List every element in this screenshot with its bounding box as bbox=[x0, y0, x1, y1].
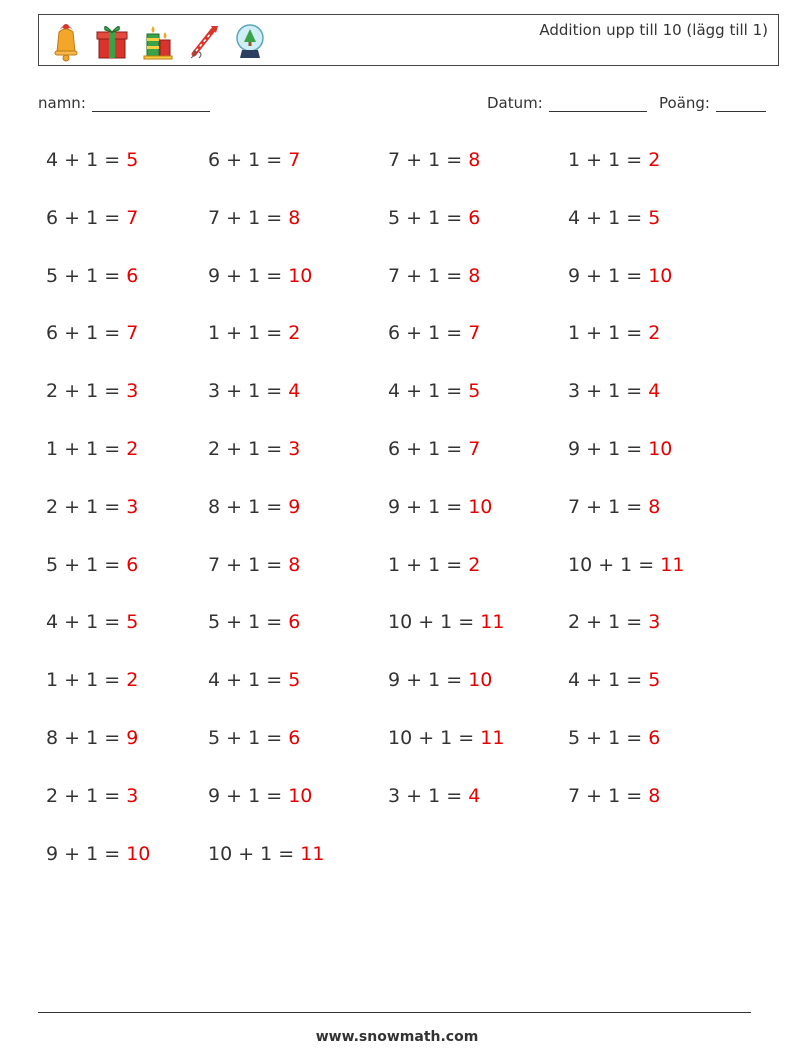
problem-item bbox=[568, 610, 660, 634]
problem-item bbox=[568, 784, 660, 808]
problem-answer: 3 bbox=[126, 495, 139, 518]
name-label: namn: bbox=[38, 94, 86, 112]
score-blank bbox=[716, 97, 766, 112]
problem-item bbox=[388, 784, 480, 808]
problem-answer: 4 bbox=[468, 784, 481, 807]
problem-question: 6 + 1 = bbox=[388, 322, 469, 345]
problem-item bbox=[568, 148, 660, 172]
problem-answer: 6 bbox=[126, 264, 139, 287]
problem-item bbox=[388, 668, 492, 692]
problem-answer: 2 bbox=[648, 149, 661, 171]
problem-item bbox=[568, 264, 672, 288]
problem-answer: 9 bbox=[126, 727, 139, 749]
problem-answer: 2 bbox=[648, 322, 661, 345]
problem-question: 7 + 1 = bbox=[568, 784, 649, 807]
problem-item bbox=[568, 379, 660, 403]
problem-answer: 3 bbox=[126, 784, 139, 807]
problem-answer: 10 bbox=[126, 842, 151, 865]
problem-item bbox=[46, 784, 138, 808]
problem-item bbox=[568, 206, 660, 230]
problem-answer: 8 bbox=[288, 206, 301, 229]
problem-question: 9 + 1 = bbox=[388, 669, 469, 692]
problem-answer: 2 bbox=[468, 553, 481, 576]
problem-answer: 10 bbox=[648, 438, 673, 460]
name-blank bbox=[92, 97, 210, 112]
problem-answer: 10 bbox=[468, 495, 493, 518]
problem-item bbox=[208, 437, 300, 461]
problem-item bbox=[388, 206, 480, 230]
problem-item bbox=[568, 726, 660, 750]
date-label: Datum: bbox=[487, 94, 543, 112]
footer-url: www.snowmath.com bbox=[315, 1029, 479, 1045]
problem-item bbox=[46, 264, 138, 288]
problem-answer: 10 bbox=[648, 264, 673, 287]
problem-answer: 8 bbox=[648, 784, 661, 807]
problem-question: 4 + 1 = bbox=[46, 149, 127, 171]
problem-question: 7 + 1 = bbox=[208, 553, 289, 576]
problem-question: 5 + 1 = bbox=[208, 611, 289, 634]
problem-question: 3 + 1 = bbox=[388, 784, 469, 807]
problem-item bbox=[388, 321, 480, 345]
firework-rocket-icon bbox=[185, 20, 223, 62]
problem-item bbox=[388, 553, 480, 577]
problem-question: 3 + 1 = bbox=[208, 380, 289, 403]
problem-answer: 11 bbox=[480, 727, 505, 749]
worksheet-title: Addition upp till 10 (lägg till 1) bbox=[539, 21, 768, 39]
problem-question: 1 + 1 = bbox=[568, 149, 649, 171]
problem-question: 7 + 1 = bbox=[388, 264, 469, 287]
problem-answer: 8 bbox=[288, 553, 301, 576]
score-field bbox=[659, 94, 766, 112]
problem-item bbox=[388, 610, 504, 634]
problem-item bbox=[568, 553, 684, 577]
date-blank bbox=[549, 97, 647, 112]
problem-item bbox=[46, 206, 138, 230]
problem-answer: 5 bbox=[648, 669, 661, 692]
problem-question: 9 + 1 = bbox=[208, 784, 289, 807]
problem-question: 4 + 1 = bbox=[568, 669, 649, 692]
problem-answer: 7 bbox=[468, 438, 481, 460]
problem-question: 4 + 1 = bbox=[388, 380, 469, 403]
problem-item bbox=[208, 784, 312, 808]
problem-item bbox=[208, 726, 300, 750]
problem-question: 1 + 1 = bbox=[568, 322, 649, 345]
problem-item bbox=[46, 148, 138, 172]
score-label: Poäng: bbox=[659, 94, 710, 112]
problem-item bbox=[208, 321, 300, 345]
problem-question: 6 + 1 = bbox=[208, 149, 289, 171]
problem-question: 8 + 1 = bbox=[46, 727, 127, 749]
problem-item bbox=[46, 321, 138, 345]
problem-item bbox=[568, 495, 660, 519]
problem-item bbox=[46, 610, 138, 634]
problem-item bbox=[388, 379, 480, 403]
problem-item bbox=[46, 726, 138, 750]
problem-item bbox=[208, 264, 312, 288]
problem-question: 6 + 1 = bbox=[46, 322, 127, 345]
problem-question: 4 + 1 = bbox=[208, 669, 289, 692]
bell-icon bbox=[47, 20, 85, 62]
problem-answer: 8 bbox=[648, 495, 661, 518]
problem-answer: 6 bbox=[288, 611, 301, 634]
snow-globe-icon bbox=[231, 20, 269, 62]
problem-answer: 5 bbox=[126, 149, 139, 171]
problem-question: 5 + 1 = bbox=[46, 553, 127, 576]
problem-answer: 6 bbox=[288, 727, 301, 749]
problem-question: 8 + 1 = bbox=[208, 495, 289, 518]
problem-question: 5 + 1 = bbox=[46, 264, 127, 287]
problem-item bbox=[208, 842, 324, 866]
name-field bbox=[38, 94, 210, 112]
problem-item bbox=[46, 437, 138, 461]
problem-answer: 5 bbox=[648, 206, 661, 229]
problem-answer: 2 bbox=[126, 669, 139, 692]
icon-row bbox=[47, 20, 269, 62]
problem-answer: 6 bbox=[648, 727, 661, 749]
problem-answer: 3 bbox=[288, 438, 301, 460]
footer-divider bbox=[38, 1012, 751, 1013]
problem-question: 2 + 1 = bbox=[46, 784, 127, 807]
problem-question: 2 + 1 = bbox=[568, 611, 649, 634]
problem-answer: 5 bbox=[126, 611, 139, 634]
problem-item bbox=[46, 668, 138, 692]
problem-answer: 7 bbox=[126, 322, 139, 345]
problem-answer: 8 bbox=[468, 149, 481, 171]
problem-item bbox=[388, 495, 492, 519]
problem-answer: 7 bbox=[468, 322, 481, 345]
problem-question: 5 + 1 = bbox=[568, 727, 649, 749]
problem-question: 9 + 1 = bbox=[46, 842, 127, 865]
problem-answer: 4 bbox=[288, 380, 301, 403]
problem-question: 9 + 1 = bbox=[568, 264, 649, 287]
problem-question: 9 + 1 = bbox=[388, 495, 469, 518]
problem-answer: 7 bbox=[288, 149, 301, 171]
problem-answer: 10 bbox=[468, 669, 493, 692]
problem-answer: 5 bbox=[468, 380, 481, 403]
problem-question: 1 + 1 = bbox=[46, 669, 127, 692]
problem-answer: 6 bbox=[126, 553, 139, 576]
problem-question: 10 + 1 = bbox=[208, 842, 301, 865]
problem-question: 2 + 1 = bbox=[46, 380, 127, 403]
problem-answer: 3 bbox=[648, 611, 661, 634]
gift-icon bbox=[93, 20, 131, 62]
problem-answer: 7 bbox=[126, 206, 139, 229]
problem-answer: 10 bbox=[288, 264, 313, 287]
problem-question: 1 + 1 = bbox=[388, 553, 469, 576]
date-field bbox=[487, 94, 647, 112]
problem-answer: 4 bbox=[648, 380, 661, 403]
problem-answer: 5 bbox=[288, 669, 301, 692]
problem-question: 9 + 1 = bbox=[568, 438, 649, 460]
candles-icon bbox=[139, 20, 177, 62]
problem-question: 7 + 1 = bbox=[388, 149, 469, 171]
problem-item bbox=[388, 437, 480, 461]
problem-item bbox=[208, 495, 300, 519]
problem-question: 3 + 1 = bbox=[568, 380, 649, 403]
problem-item bbox=[568, 668, 660, 692]
problem-question: 5 + 1 = bbox=[208, 727, 289, 749]
problem-question: 9 + 1 = bbox=[208, 264, 289, 287]
problem-answer: 2 bbox=[288, 322, 301, 345]
problem-answer: 8 bbox=[468, 264, 481, 287]
problem-item bbox=[46, 553, 138, 577]
problem-question: 10 + 1 = bbox=[388, 611, 481, 634]
problem-answer: 9 bbox=[288, 495, 301, 518]
problem-item bbox=[46, 379, 138, 403]
problem-question: 6 + 1 = bbox=[46, 206, 127, 229]
problem-item bbox=[46, 495, 138, 519]
problem-question: 7 + 1 = bbox=[208, 206, 289, 229]
problem-item bbox=[208, 553, 300, 577]
problem-question: 2 + 1 = bbox=[46, 495, 127, 518]
problem-question: 10 + 1 = bbox=[388, 727, 481, 749]
problem-answer: 11 bbox=[480, 611, 505, 634]
problem-question: 4 + 1 = bbox=[568, 206, 649, 229]
problem-item bbox=[208, 148, 300, 172]
problem-item bbox=[388, 264, 480, 288]
problem-answer: 11 bbox=[660, 553, 685, 576]
header-box bbox=[38, 14, 779, 66]
problem-item bbox=[46, 842, 150, 866]
problem-item bbox=[568, 321, 660, 345]
problem-answer: 6 bbox=[468, 206, 481, 229]
problem-question: 1 + 1 = bbox=[46, 438, 127, 460]
problem-item bbox=[208, 379, 300, 403]
problem-answer: 10 bbox=[288, 784, 313, 807]
problem-question: 1 + 1 = bbox=[208, 322, 289, 345]
problem-question: 7 + 1 = bbox=[568, 495, 649, 518]
problem-item bbox=[388, 148, 480, 172]
problem-question: 6 + 1 = bbox=[388, 438, 469, 460]
problem-question: 10 + 1 = bbox=[568, 553, 661, 576]
problem-question: 5 + 1 = bbox=[388, 206, 469, 229]
problem-item bbox=[208, 206, 300, 230]
problem-question: 4 + 1 = bbox=[46, 611, 127, 634]
problem-question: 2 + 1 = bbox=[208, 438, 289, 460]
problem-item bbox=[208, 668, 300, 692]
problem-item bbox=[208, 610, 300, 634]
problem-answer: 3 bbox=[126, 380, 139, 403]
problem-item bbox=[568, 437, 672, 461]
problem-item bbox=[388, 726, 504, 750]
problem-answer: 2 bbox=[126, 438, 139, 460]
problem-answer: 11 bbox=[300, 842, 325, 865]
